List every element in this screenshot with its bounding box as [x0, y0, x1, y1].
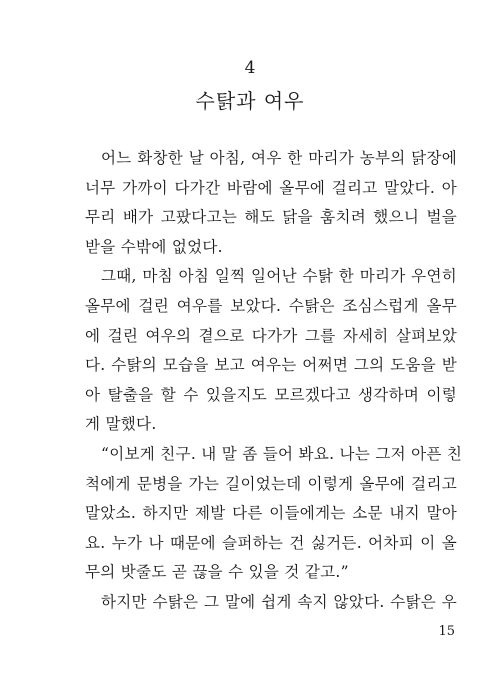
text-line: 하지만 수탉은 그 말에 쉽게 속지 않았다. 수탉은 우 — [101, 592, 457, 611]
text-line: 말았소. 하지만 제발 다른 이들에게는 소문 내지 말아 — [85, 504, 457, 523]
chapter-title: 수탉과 여우 — [195, 89, 305, 113]
chapter-number: 4 — [244, 58, 256, 78]
text-line: 올무에 걸린 여우를 보았다. 수탉은 조심스럽게 올무 — [85, 296, 457, 315]
text-line: 에 걸린 여우의 곁으로 다가가 그를 자세히 살펴보았 — [85, 326, 457, 345]
text-line: 어느 화창한 날 아침, 여우 한 마리가 농부의 닭장에 — [101, 149, 457, 167]
text-line: 다. 수탉의 모습을 보고 여우는 어쩌면 그의 도움을 받 — [85, 356, 457, 375]
body-text — [85, 144, 463, 618]
text-line: 게 말했다. — [85, 415, 157, 434]
page-number: 15 — [438, 624, 455, 639]
text-line: 무의 밧줄도 곧 끊을 수 있을 것 같고.” — [85, 563, 349, 582]
text-line: 그때, 마침 아침 일찍 일어난 수탉 한 마리가 우연히 — [101, 267, 457, 286]
text-line: 척에게 문병을 가는 길이었는데 이렇게 올무에 걸리고 — [85, 474, 457, 493]
text-line: 요. 누가 나 때문에 슬퍼하는 건 싫거든. 어차피 이 올 — [85, 533, 457, 552]
text-line: 받을 수밖에 없었다. — [85, 237, 223, 256]
text-line: 너무 가까이 다가간 바람에 올무에 걸리고 말았다. 아 — [85, 178, 457, 197]
text-line: 무리 배가 고팠다고는 해도 닭을 훔치려 했으니 벌을 — [85, 208, 457, 227]
text-line: “이보게 친구. 내 말 좀 들어 봐요. 나는 그저 아픈 친 — [101, 444, 463, 463]
text-line: 아 탈출을 할 수 있을지도 모르겠다고 생각하며 이렇 — [85, 385, 457, 404]
